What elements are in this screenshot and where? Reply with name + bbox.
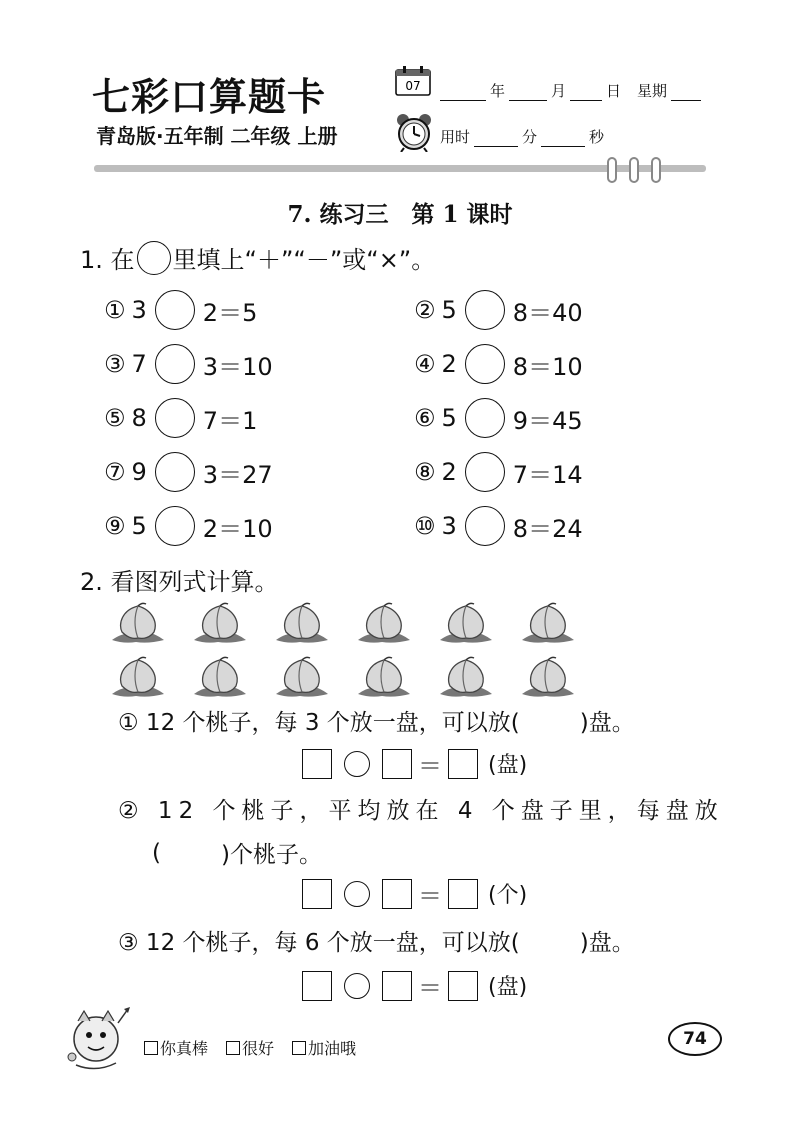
operator-circle-sample (137, 241, 171, 275)
equation-item (414, 290, 583, 330)
peach-icon (518, 654, 578, 698)
day-label: 日 (606, 82, 622, 100)
sub3-equation (302, 968, 527, 1003)
operator-circle[interactable] (344, 751, 370, 777)
checkbox[interactable] (144, 1041, 158, 1055)
operand-b-result: 3＝10 (202, 352, 273, 381)
rating-label: 加油哦 (308, 1039, 357, 1058)
unit-label: (个) (488, 883, 528, 908)
equals-sign: ＝ (418, 882, 442, 910)
operator-circle[interactable] (465, 344, 505, 384)
answer-box[interactable] (302, 879, 332, 909)
operand-a: 7 (131, 350, 147, 378)
answer-box[interactable] (448, 971, 478, 1001)
operand-b-result: 7＝1 (202, 406, 258, 435)
sub3-text-a: ③ 12 个桃子，每 6 个放一盘，可以放( (118, 930, 520, 956)
operand-a: 2 (441, 458, 457, 486)
item-number: ④ (414, 350, 436, 378)
sub2-text-a: ( (152, 839, 161, 866)
item-number: ② (414, 296, 436, 324)
operator-circle[interactable] (344, 881, 370, 907)
month-label: 月 (551, 82, 567, 100)
answer-box[interactable] (382, 971, 412, 1001)
peach-icon (436, 654, 496, 698)
item-number: ⑦ (104, 458, 126, 486)
question-2-title: 2. 看图列式计算。 (80, 568, 279, 596)
month-blank[interactable] (509, 85, 547, 101)
second-blank[interactable] (541, 131, 585, 147)
unit-label: (盘) (488, 975, 528, 1000)
checkbox[interactable] (292, 1041, 306, 1055)
page-number: 74 (668, 1022, 722, 1056)
time-line (440, 126, 604, 147)
equation-item (414, 506, 583, 546)
operator-circle[interactable] (465, 506, 505, 546)
item-number: ⑨ (104, 512, 126, 540)
equals-sign: ＝ (418, 752, 442, 780)
sub1-text-b: )盘。 (579, 710, 635, 736)
calendar-day: 07 (405, 79, 421, 93)
answer-box[interactable] (448, 749, 478, 779)
operator-circle[interactable] (155, 506, 195, 546)
rating-option-great[interactable] (144, 1036, 208, 1059)
checkbox[interactable] (226, 1041, 240, 1055)
equation-item (104, 452, 273, 492)
sub-question-1 (118, 704, 635, 737)
operand-b-result: 3＝27 (202, 460, 273, 489)
peach-icon (272, 654, 332, 698)
question-1-text-a: 1. 在 (80, 246, 135, 274)
equation-item (104, 290, 257, 330)
sub-question-2-line-2 (152, 836, 322, 869)
time-label: 用时 (440, 128, 471, 146)
peach-icon (354, 600, 414, 644)
operand-a: 3 (131, 296, 147, 324)
answer-box[interactable] (302, 749, 332, 779)
peach-picture (108, 600, 568, 708)
year-label: 年 (490, 82, 506, 100)
minute-blank[interactable] (474, 131, 518, 147)
equals-sign: ＝ (418, 974, 442, 1002)
calendar-icon (395, 66, 431, 96)
sub2-equation (302, 876, 527, 911)
operator-circle[interactable] (155, 452, 195, 492)
operand-b-result: 8＝10 (512, 352, 583, 381)
operand-a: 2 (441, 350, 457, 378)
operand-b-result: 8＝40 (512, 298, 583, 327)
edition-label: 青岛版·五年制 二年级 上册 (96, 124, 338, 148)
operand-b-result: 9＝45 (512, 406, 583, 435)
brand-title: 七彩口算题卡 (92, 75, 327, 119)
operand-b-result: 2＝5 (202, 298, 258, 327)
sub-question-3 (118, 924, 635, 957)
item-number: ③ (104, 350, 126, 378)
rating-label: 很好 (242, 1039, 275, 1058)
binder-rings-icon (600, 156, 680, 184)
answer-box[interactable] (382, 749, 412, 779)
rating-option-good[interactable] (226, 1036, 274, 1059)
peach-icon (190, 654, 250, 698)
unit-label: (盘) (488, 753, 528, 778)
operator-circle[interactable] (465, 452, 505, 492)
equation-item (414, 344, 583, 384)
rating-label: 你真棒 (160, 1039, 209, 1058)
year-blank[interactable] (440, 85, 486, 101)
equation-item (104, 398, 257, 438)
operand-b-result: 7＝14 (512, 460, 583, 489)
equation-item (104, 344, 273, 384)
operator-circle[interactable] (344, 973, 370, 999)
peach-icon (272, 600, 332, 644)
equation-item (414, 398, 583, 438)
lesson-title: 7. 练习三 第 1 课时 (287, 201, 513, 228)
item-number: ⑩ (414, 512, 436, 540)
operand-b-result: 8＝24 (512, 514, 583, 543)
equation-item (104, 506, 273, 546)
peach-icon (436, 600, 496, 644)
operand-a: 9 (131, 458, 147, 486)
weekday-label: 星期 (637, 82, 668, 100)
second-label: 秒 (589, 128, 605, 146)
operator-circle[interactable] (155, 344, 195, 384)
operand-b-result: 2＝10 (202, 514, 273, 543)
answer-box[interactable] (382, 879, 412, 909)
operand-a: 5 (131, 512, 147, 540)
operator-circle[interactable] (155, 398, 195, 438)
peach-icon (354, 654, 414, 698)
peach-icon (190, 600, 250, 644)
alarm-clock-icon (395, 112, 433, 152)
equation-item (414, 452, 583, 492)
question-1-title (80, 240, 435, 275)
sub3-text-b: )盘。 (579, 930, 635, 956)
self-rating (144, 1036, 356, 1059)
peach-icon (108, 600, 168, 644)
peach-icon (108, 654, 168, 698)
answer-box[interactable] (302, 971, 332, 1001)
operator-circle[interactable] (155, 290, 195, 330)
weekday-blank[interactable] (671, 85, 701, 101)
item-number: ⑤ (104, 404, 126, 432)
operator-circle[interactable] (465, 398, 505, 438)
answer-box[interactable] (448, 879, 478, 909)
sub1-equation (302, 746, 527, 781)
operator-circle[interactable] (465, 290, 505, 330)
mascot-illustration (64, 1005, 134, 1073)
rating-option-keep-going[interactable] (292, 1036, 356, 1059)
operand-a: 5 (441, 296, 457, 324)
sub2-text-b: )个桃子。 (220, 842, 322, 868)
item-number: ⑥ (414, 404, 436, 432)
day-blank[interactable] (570, 85, 602, 101)
question-1-text-b: 里填上“＋”“－”或“×”。 (172, 246, 436, 274)
item-number: ⑧ (414, 458, 436, 486)
date-line (440, 80, 701, 101)
operand-a: 5 (441, 404, 457, 432)
item-number: ① (104, 296, 126, 324)
peach-icon (518, 600, 578, 644)
sub1-text-a: ① 12 个桃子，每 3 个放一盘，可以放( (118, 710, 520, 736)
sub-question-2-line-1: ② 12 个桃子，平均放在 4 个盘子里，每盘放 (118, 798, 724, 824)
operand-a: 8 (131, 404, 147, 432)
operand-a: 3 (441, 512, 457, 540)
minute-label: 分 (522, 128, 538, 146)
